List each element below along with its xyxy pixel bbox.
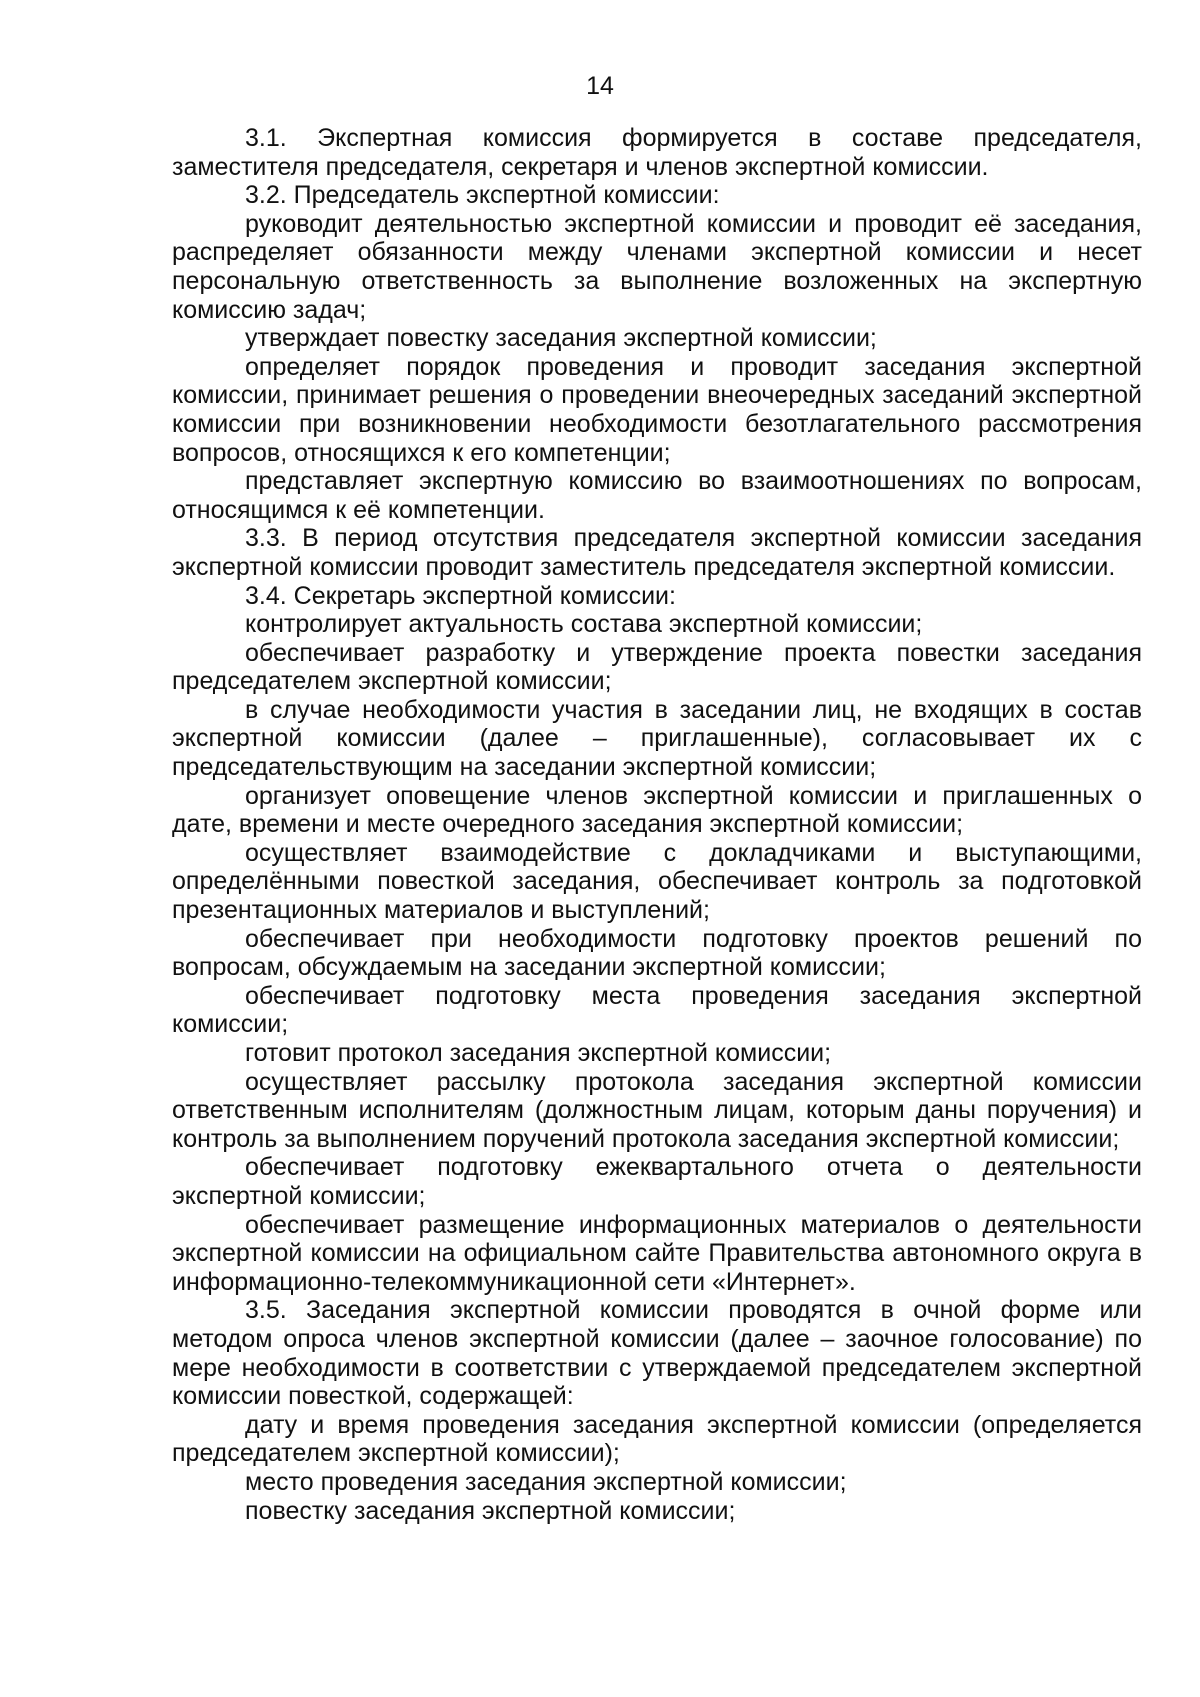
paragraph-secretary-duty-7: обеспечивает подготовку места проведения заседания экспертной комиссии; [172, 981, 1142, 1039]
paragraph-secretary-duty-5: осуществляет взаимодействие с докладчиками и выступающими, определёнными повесткой заседания, обеспечивает контроль за подготовкой презентационных материалов и выступлений; [172, 838, 1142, 925]
paragraph-secretary-duty-8: готовит протокол заседания экспертной комиссии; [245, 1039, 832, 1067]
paragraph-chair-duty-4: представляет экспертную комиссию во взаимоотношениях по вопросам, относящимся к её компетенции. [172, 467, 1142, 524]
paragraph-secretary-duty-2: обеспечивает разработку и утверждение проекта повестки заседания председателем экспертной комиссии; [172, 638, 1142, 696]
paragraph-agenda-item-1: дату и время проведения заседания экспертной комиссии (определяется председателем экспертной комиссии); [172, 1410, 1142, 1468]
paragraph-3-5: 3.5. Заседания экспертной комиссии проводятся в очной форме или методом опроса членов экспертной комиссии (далее – заочное голосование) по мере необходимости в соответствии с утверждаемой председателем экспертной комиссии повесткой, содержащей: [172, 1296, 1142, 1411]
paragraph-chair-duty-2: утверждает повестку заседания экспертной комиссии; [245, 324, 877, 353]
paragraph-agenda-item-3: повестку заседания экспертной комиссии; [245, 1496, 736, 1525]
paragraph-secretary-duty-6: обеспечивает при необходимости подготовку проектов решений по вопросам, обсуждаемым на заседании экспертной комиссии; [172, 924, 1142, 982]
paragraph-agenda-item-2: место проведения заседания экспертной комиссии; [245, 1467, 847, 1496]
paragraph-3-3: 3.3. В период отсутствия председателя экспертной комиссии заседания экспертной комиссии проводит заместитель председателя экспертной комиссии. [172, 524, 1142, 581]
paragraph-3-4-heading: 3.4. Секретарь экспертной комиссии: [245, 581, 676, 610]
paragraph-chair-duty-3: определяет порядок проведения и проводит заседания экспертной комиссии, принимает решения о проведении внеочередных заседаний экспертной комиссии при возникновении необходимости безотлагательного рассмотрения вопросов, относящихся к его компетенции; [172, 352, 1142, 467]
paragraph-secretary-duty-4: организует оповещение членов экспертной комиссии и приглашенных о дате, времени и месте очередного заседания экспертной комиссии; [172, 781, 1142, 839]
paragraph-secretary-duty-10: обеспечивает подготовку ежеквартального отчета о деятельности экспертной комиссии; [172, 1153, 1142, 1210]
paragraph-3-2-heading: 3.2. Председатель экспертной комиссии: [245, 181, 720, 210]
paragraph-secretary-duty-3: в случае необходимости участия в заседании лиц, не входящих в состав экспертной комиссии (далее – приглашенные), согласовывает их с председательствующим на заседании экспертной комиссии; [172, 695, 1142, 782]
page-number: 14 [586, 72, 614, 100]
paragraph-3-1: 3.1. Экспертная комиссия формируется в составе председателя, заместителя председателя, секретаря и членов экспертной комиссии. [172, 124, 1142, 181]
paragraph-secretary-duty-11: обеспечивает размещение информационных материалов о деятельности экспертной комиссии на официальном сайте Правительства автономного округа в информационно-телекоммуникационной сети «Интернет». [172, 1210, 1142, 1296]
paragraph-secretary-duty-9: осуществляет рассылку протокола заседания экспертной комиссии ответственным исполнителям (должностным лицам, которым даны поручения) и контроль за выполнением поручений протокола заседания экспертной комиссии; [172, 1067, 1142, 1153]
document-body [172, 124, 1142, 1525]
paragraph-chair-duty-1: руководит деятельностью экспертной комиссии и проводит её заседания, распределяет обязанности между членами экспертной комиссии и несет персональную ответственность за выполнение возложенных на экспертную комиссию задач; [172, 209, 1142, 324]
paragraph-secretary-duty-1: контролирует актуальность состава экспертной комиссии; [245, 610, 923, 639]
